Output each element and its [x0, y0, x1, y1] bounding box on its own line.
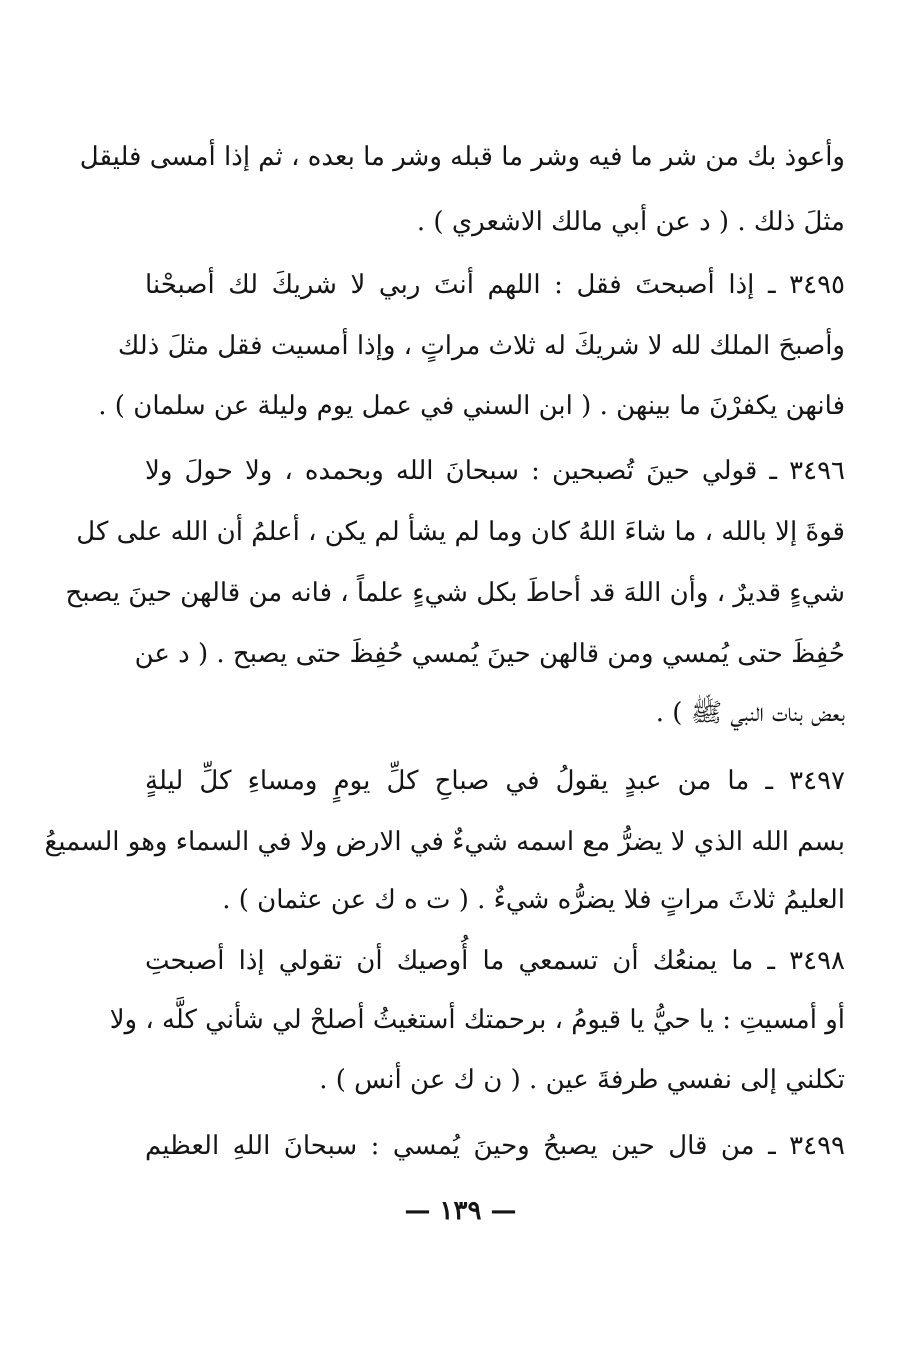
text-line: وأصبحَ الملك لله لا شريكَ له ثلاث مراتٍ ، وإذا أمسيت فقل مثلَ ذلك	[117, 331, 845, 361]
text-line: تكلني إلى نفسي طرفةَ عين . ( ن ك عن أنس ) .	[319, 1065, 845, 1095]
page-number: — ١٣٩ —	[404, 1196, 517, 1226]
text-line: بسم الله الذي لا يضرُّ مع اسمه شيءٌ في الارض ولا في السماء وهو السميعُ	[44, 827, 845, 857]
text-line: أو أمسيتِ : يا حيُّ يا قيومُ ، برحمتك أستغيثُ أصلحْ لي شأني كلَّه ، ولا	[109, 1005, 845, 1035]
hadith-3495-line: ٣٤٩٥ ـ إذا أصبحتَ فقل : اللهم أنتَ ربي لا شريكَ لك أصبحْنا	[145, 270, 845, 300]
text-line: حُفِظَ حتى يُمسي ومن قالهن حينَ يُمسي حُفِظَ حتى يصبح . ( د عن	[134, 639, 845, 669]
text-line: شيءٍ قديرٌ ، وأن اللهَ قد أحاطَ بكل شيءٍ علماً ، فانه من قالهن حينَ يصبح	[65, 578, 845, 608]
hadith-3499-line: ٣٤٩٩ ـ من قال حين يصبحُ وحينَ يُمسي : سبحانَ اللهِ العظيم	[145, 1131, 845, 1161]
text-line: وأعوذ بك من شر ما فيه وشر ما قبله وشر ما بعده ، ثم إذا أمسى فليقل	[79, 142, 845, 172]
hadith-3497-line: ٣٤٩٧ ـ ما من عبدٍ يقولُ في صباحِ كلِّ يومٍ ومساءِ كلِّ ليلةٍ	[145, 766, 845, 796]
text-line: فانهن يكفرْنَ ما بينهن . ( ابن السني في عمل يوم وليلة عن سلمان ) .	[98, 391, 845, 421]
text-line: قوةَ إلا بالله ، ما شاءَ اللهُ كان وما لم يشأ لم يكن ، أعلمُ أن الله على كل	[76, 517, 845, 547]
hadith-3498-line: ٣٤٩٨ ـ ما يمنعُك أن تسمعي ما أُوصيك أن تقولي إذا أصبحتِ	[145, 946, 845, 976]
text-line: مثلَ ذلك . ( د عن أبي مالك الاشعري ) .	[416, 207, 845, 237]
text-line: العليمُ ثلاثَ مراتٍ فلا يضرُّه شيءٌ . ( ت ه ك عن عثمان ) .	[222, 885, 845, 915]
hadith-3496-line: ٣٤٩٦ ـ قولي حينَ تُصبحين : سبحانَ الله وبحمده ، ولا حولَ ولا	[145, 456, 845, 486]
text-line: بعض بنات النبي ﷺ ) .	[655, 698, 845, 728]
